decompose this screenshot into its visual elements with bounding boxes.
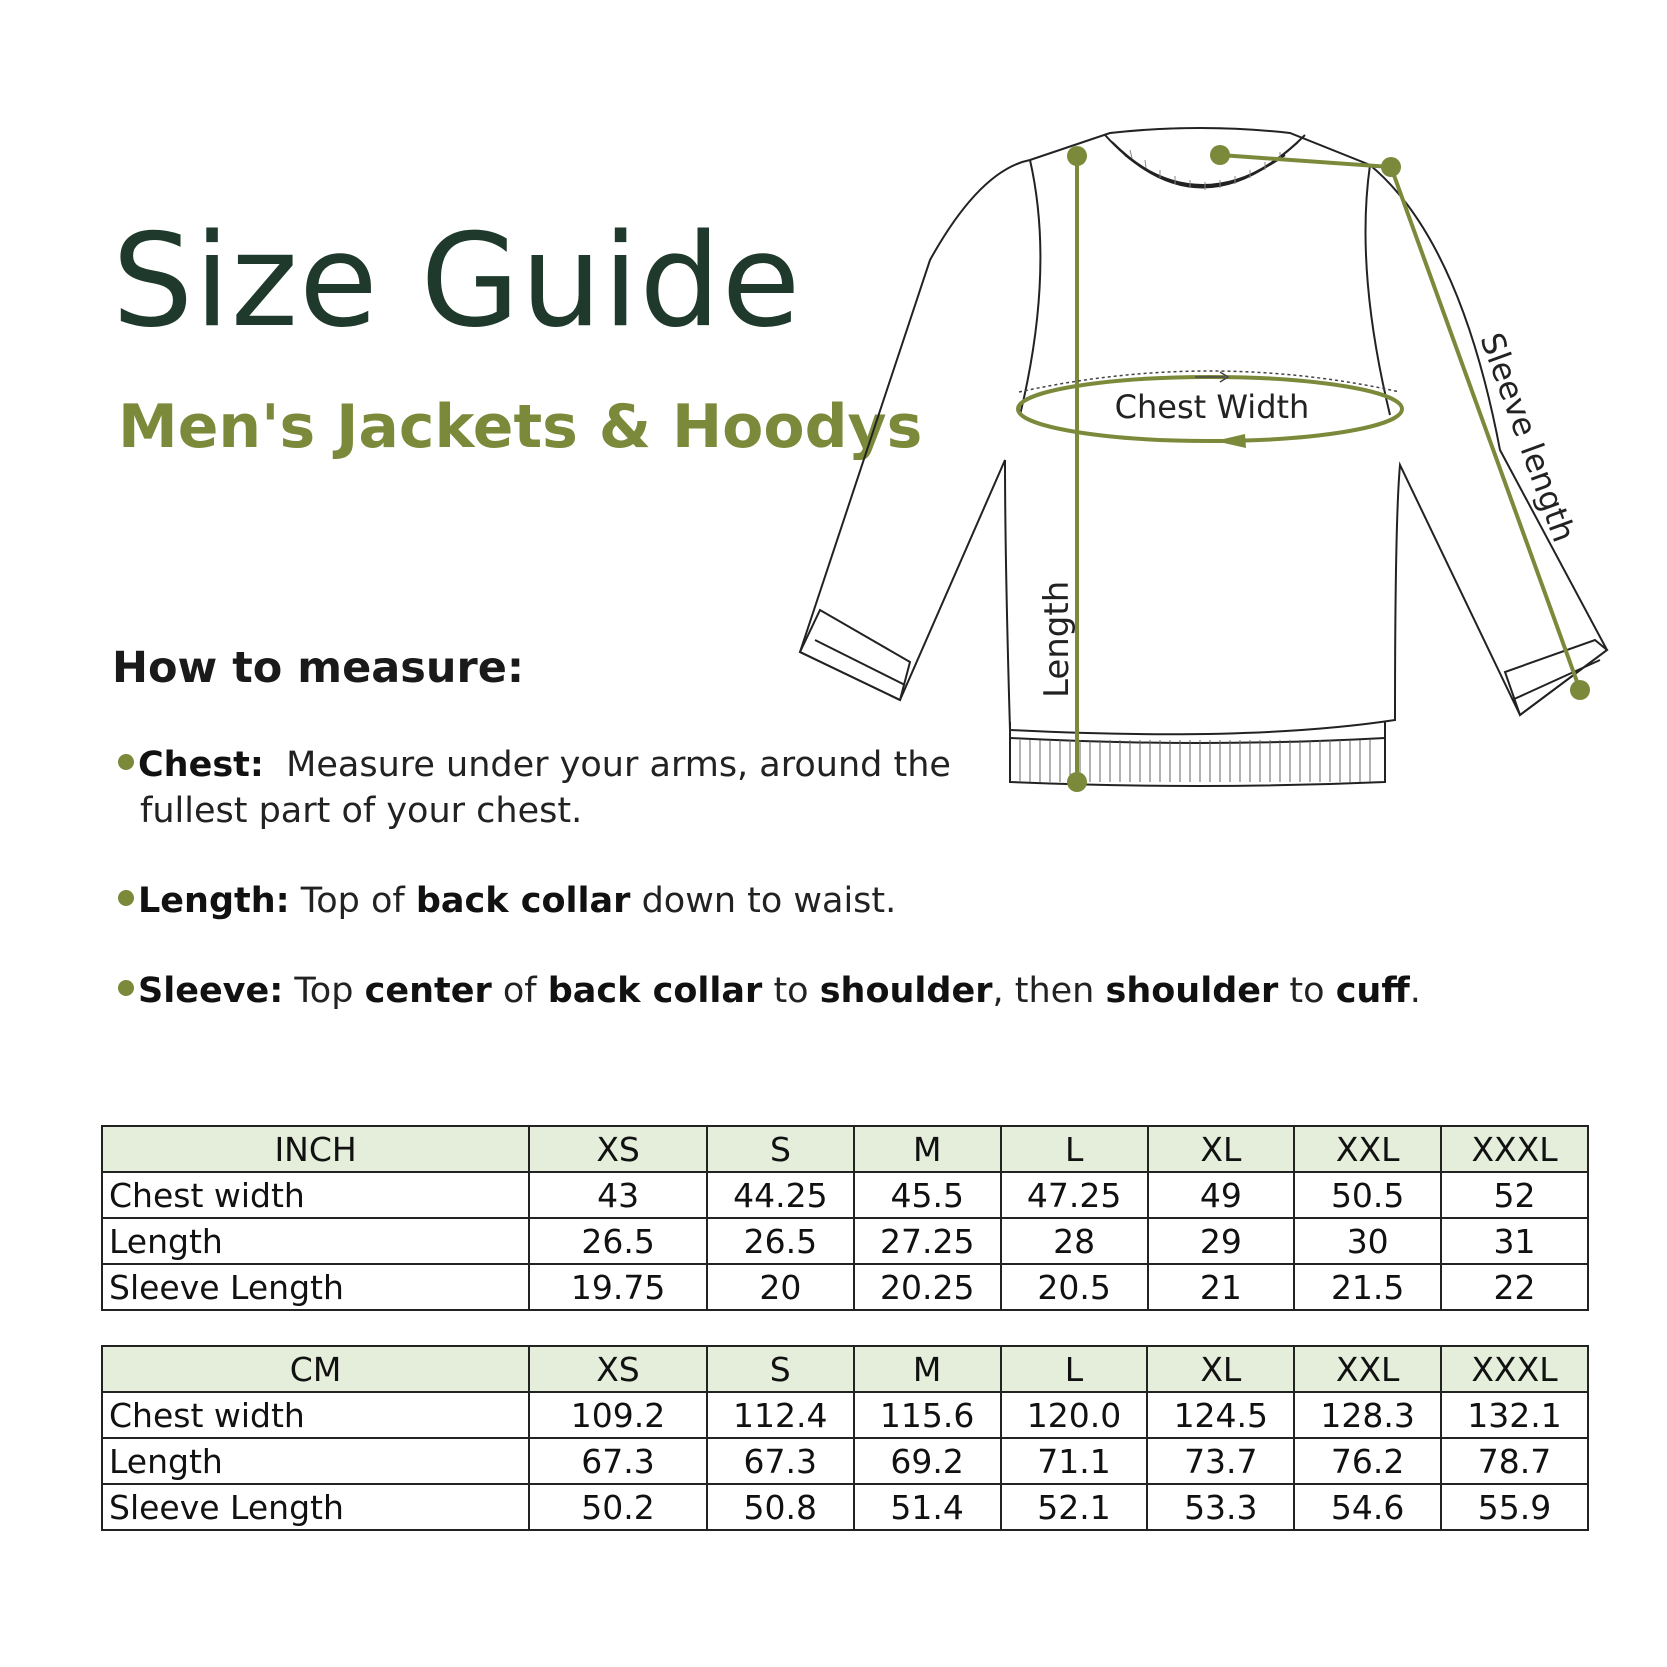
chest-width-label: Chest Width (1114, 388, 1310, 426)
size-header: L (1001, 1126, 1148, 1172)
table-cell: 73.7 (1147, 1438, 1294, 1484)
how-to-heading: How to measure: (112, 643, 525, 693)
table-cell: 47.25 (1001, 1172, 1148, 1218)
row-label: Length (102, 1438, 529, 1484)
table-row (102, 1392, 1588, 1438)
row-label: Sleeve Length (102, 1264, 529, 1310)
table-cell: 27.25 (854, 1218, 1001, 1264)
table-cell: 29 (1148, 1218, 1295, 1264)
bullet-dot-icon (118, 890, 134, 906)
table-row (102, 1172, 1588, 1218)
table-cell: 43 (529, 1172, 707, 1218)
length-instruction: Length: Top of back collar down to waist. (118, 878, 896, 924)
table-cell: 28 (1001, 1218, 1148, 1264)
table-cell: 67.3 (529, 1438, 707, 1484)
table-cell: 120.0 (1001, 1392, 1148, 1438)
size-header: XS (529, 1346, 707, 1392)
table-cell: 44.25 (707, 1172, 854, 1218)
inch-size-table (101, 1125, 1589, 1311)
table-cell: 53.3 (1147, 1484, 1294, 1530)
table-row (102, 1264, 1588, 1310)
page-title: Size Guide (112, 207, 802, 356)
length-label: Length (1037, 580, 1077, 698)
bullet-dot-icon (118, 980, 134, 996)
table-cell: 21 (1148, 1264, 1295, 1310)
size-header: XS (529, 1126, 707, 1172)
table-cell: 31 (1441, 1218, 1588, 1264)
size-header: S (707, 1346, 854, 1392)
table-cell: 112.4 (707, 1392, 854, 1438)
sweater-diagram (790, 110, 1630, 810)
table-cell: 109.2 (529, 1392, 707, 1438)
table-cell: 132.1 (1441, 1392, 1588, 1438)
table-cell: 52.1 (1001, 1484, 1148, 1530)
table-header-row (102, 1346, 1588, 1392)
collar-center-dot (1210, 145, 1230, 165)
table-cell: 20 (707, 1264, 854, 1310)
size-header: L (1001, 1346, 1148, 1392)
size-header: XL (1148, 1126, 1295, 1172)
table-cell: 50.8 (707, 1484, 854, 1530)
table-cell: 20.5 (1001, 1264, 1148, 1310)
table-cell: 124.5 (1147, 1392, 1294, 1438)
table-cell: 52 (1441, 1172, 1588, 1218)
chest-arrow-icon (1215, 434, 1246, 448)
size-header: M (854, 1346, 1001, 1392)
size-header: M (854, 1126, 1001, 1172)
table-cell: 69.2 (854, 1438, 1001, 1484)
size-header: XXL (1294, 1126, 1441, 1172)
table-cell: 54.6 (1294, 1484, 1441, 1530)
size-header: XXL (1294, 1346, 1441, 1392)
table-cell: 22 (1441, 1264, 1588, 1310)
table-cell: 128.3 (1294, 1392, 1441, 1438)
size-header: XXXL (1441, 1126, 1588, 1172)
cuff-dot (1570, 680, 1590, 700)
chest-instruction: Chest: Measure under your arms, around the fullest part of your chest. (118, 742, 978, 834)
size-header: XL (1147, 1346, 1294, 1392)
table-cell: 67.3 (707, 1438, 854, 1484)
row-label: Chest width (102, 1172, 529, 1218)
table-cell: 76.2 (1294, 1438, 1441, 1484)
table-cell: 78.7 (1441, 1438, 1588, 1484)
chest-arrow-top-icon (1195, 372, 1228, 382)
table-cell: 20.25 (854, 1264, 1001, 1310)
table-cell: 21.5 (1294, 1264, 1441, 1310)
bullet-dot-icon (118, 754, 134, 770)
size-header: S (707, 1126, 854, 1172)
table-cell: 55.9 (1441, 1484, 1588, 1530)
unit-header: CM (102, 1346, 529, 1392)
table-row (102, 1438, 1588, 1484)
size-header: XXXL (1441, 1346, 1588, 1392)
unit-header: INCH (102, 1126, 529, 1172)
table-cell: 49 (1148, 1172, 1295, 1218)
length-start-dot (1067, 146, 1087, 166)
table-row (102, 1484, 1588, 1530)
table-cell: 26.5 (707, 1218, 854, 1264)
table-cell: 115.6 (854, 1392, 1001, 1438)
row-label: Sleeve Length (102, 1484, 529, 1530)
table-cell: 19.75 (529, 1264, 707, 1310)
table-cell: 50.5 (1294, 1172, 1441, 1218)
length-end-dot (1067, 772, 1087, 792)
row-label: Length (102, 1218, 529, 1264)
page-subtitle: Men's Jackets & Hoodys (118, 392, 923, 462)
table-cell: 50.2 (529, 1484, 707, 1530)
shoulder-dot (1381, 157, 1401, 177)
table-cell: 51.4 (854, 1484, 1001, 1530)
table-cell: 71.1 (1001, 1438, 1148, 1484)
table-cell: 26.5 (529, 1218, 707, 1264)
table-cell: 45.5 (854, 1172, 1001, 1218)
left-cuff (800, 610, 910, 700)
cm-size-table (101, 1345, 1589, 1531)
right-cuff (1505, 640, 1607, 715)
sleeve-instruction: Sleeve: Top center of back collar to shoulder, then shoulder to cuff. (118, 968, 1421, 1014)
table-row (102, 1218, 1588, 1264)
table-header-row (102, 1126, 1588, 1172)
row-label: Chest width (102, 1392, 529, 1438)
sleeve-length-label: Sleeve length (1472, 327, 1584, 547)
table-cell: 30 (1294, 1218, 1441, 1264)
